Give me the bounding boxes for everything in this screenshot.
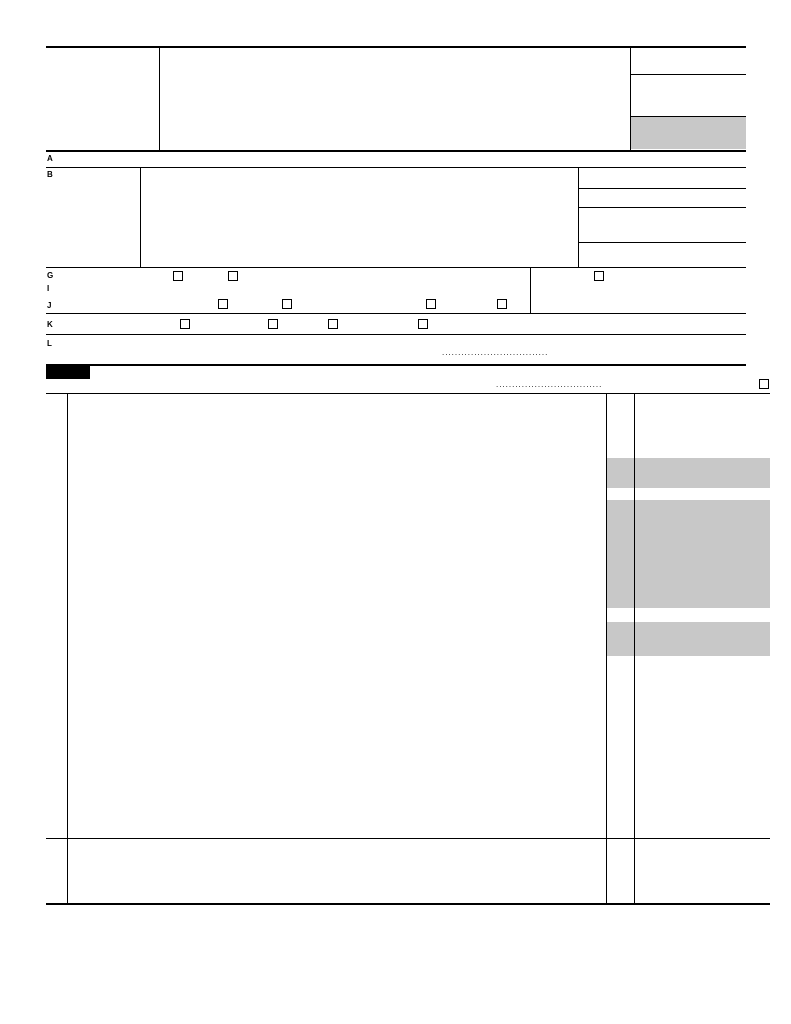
part-i-tag [46, 365, 90, 379]
association-checkbox[interactable] [328, 319, 338, 329]
g-letter: G [47, 271, 54, 280]
cash-checkbox[interactable] [173, 271, 183, 281]
4947-checkbox[interactable] [426, 299, 436, 309]
corporation-checkbox[interactable] [180, 319, 190, 329]
schedule-b-checkbox[interactable] [594, 271, 604, 281]
b-letter: B [47, 170, 53, 179]
501c3-checkbox[interactable] [218, 299, 228, 309]
k-letter: K [47, 320, 53, 329]
line-a-letter: A [47, 154, 53, 163]
other-org-checkbox[interactable] [418, 319, 428, 329]
trust-checkbox[interactable] [268, 319, 278, 329]
j-letter: J [47, 301, 52, 310]
501c-checkbox[interactable] [282, 299, 292, 309]
accrual-checkbox[interactable] [228, 271, 238, 281]
schedule-o-checkbox[interactable] [759, 379, 769, 389]
527-checkbox[interactable] [497, 299, 507, 309]
l-letter: L [47, 339, 52, 348]
i-letter: I [47, 284, 50, 293]
